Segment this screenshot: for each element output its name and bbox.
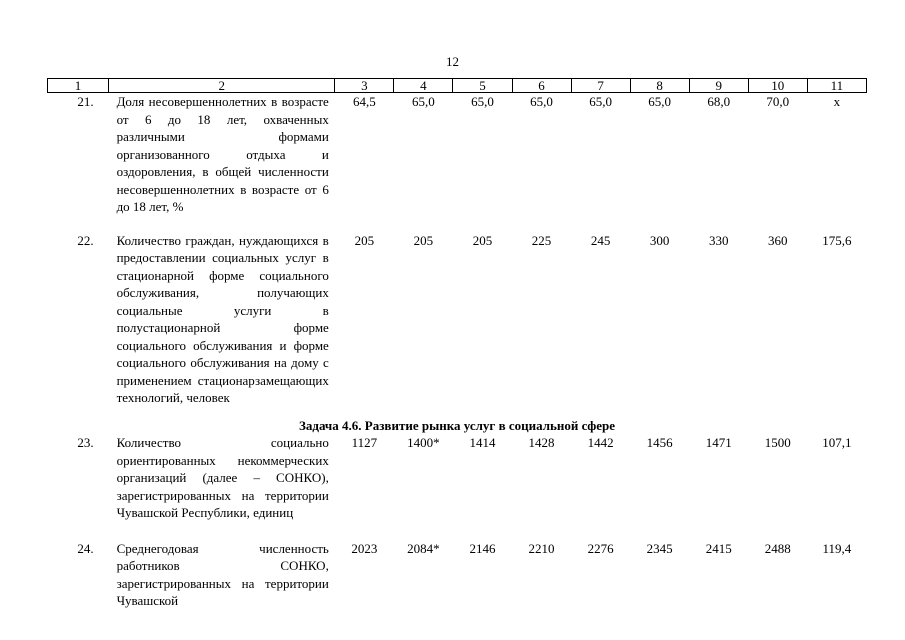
row-description: Количество социально ориентированных некоммерческих организаций (далее – СОНКО), зарегистрированных на территории Чувашской Республики, единиц <box>116 435 329 520</box>
row-value: 2415 <box>705 540 732 556</box>
row-value: 1442 <box>587 435 614 450</box>
row-description: Доля несовершеннолетних в возрасте от 6 до 18 лет, охваченных различными формами организованного отдыха и оздоровления, в общей численности несовершеннолетних в возрасте от 6 до 18 лет, % <box>116 94 329 214</box>
row-value: 330 <box>708 232 729 248</box>
page-number: 12 <box>446 54 459 69</box>
row-value: 1456 <box>646 435 673 450</box>
header-cell: 6 <box>512 79 571 93</box>
row-value: 2146 <box>469 540 496 556</box>
row-value: 107,1 <box>822 435 852 450</box>
row-value: 65,0 <box>648 94 672 109</box>
header-cell: 9 <box>689 79 748 93</box>
row-description: Среднегодовая численность работников СОНКО, зарегистрированных на территории Чувашской <box>116 540 329 608</box>
header-cell: 2 <box>109 79 335 93</box>
header-cell: 5 <box>453 79 512 93</box>
table-row <box>48 93 867 216</box>
row-spacer <box>48 522 867 540</box>
table-header-row <box>48 79 867 93</box>
row-value: 70,0 <box>766 94 790 109</box>
row-value: 245 <box>590 232 611 248</box>
row-value: 1428 <box>528 435 555 450</box>
row-value: 65,0 <box>412 94 435 109</box>
indicator-table <box>47 78 867 610</box>
row-number: 21. <box>77 94 94 109</box>
header-cell: 10 <box>748 79 807 93</box>
row-value: 64,5 <box>352 94 376 109</box>
row-value: 360 <box>768 232 788 248</box>
row-value: 225 <box>531 232 552 248</box>
task-heading-row <box>48 417 867 435</box>
row-value: 1414 <box>469 435 496 450</box>
row-value: 300 <box>649 232 670 248</box>
row-description: Количество граждан, нуждающихся в предоставлении социальных услуг в стационарной форме социального обслуживания, получающих социальные услуги в полустационарной форме социального обслуживания и форме социального обслуживания на дому с применением стационарзамещающих технологий, человек <box>116 232 329 405</box>
row-value: 2488 <box>764 540 791 556</box>
row-value: 68,0 <box>707 94 731 109</box>
row-value: 119,4 <box>822 540 852 556</box>
row-value: 205 <box>472 232 493 248</box>
row-value: 2084* <box>407 540 440 556</box>
header-cell: 7 <box>571 79 630 93</box>
row-value: 1400* <box>407 435 440 450</box>
row-value: 1471 <box>705 435 732 450</box>
row-value: 2023 <box>351 540 378 556</box>
row-value: 2276 <box>587 540 614 556</box>
header-cell: 1 <box>48 79 109 93</box>
task-heading: Задача 4.6. Развитие рынка услуг в социальной сфере <box>299 417 615 433</box>
header-cell: 3 <box>335 79 394 93</box>
row-spacer <box>48 407 867 417</box>
header-cell: 11 <box>807 79 866 93</box>
row-number: 22. <box>77 232 94 248</box>
row-value: 205 <box>413 232 434 248</box>
row-value: 2210 <box>528 540 555 556</box>
row-value: 65,0 <box>530 94 553 109</box>
table-row <box>48 540 867 610</box>
row-value: 2345 <box>646 540 673 556</box>
row-number: 23. <box>77 435 94 450</box>
row-value: 205 <box>354 232 375 248</box>
row-number: 24. <box>77 540 94 556</box>
row-value: х <box>833 94 841 109</box>
row-value: 1500 <box>764 435 791 450</box>
row-value: 175,6 <box>822 232 852 248</box>
row-value: 1127 <box>351 435 378 450</box>
table-row <box>48 434 867 522</box>
header-cell: 4 <box>394 79 453 93</box>
table-row <box>48 232 867 407</box>
row-value: 65,0 <box>471 94 494 109</box>
row-spacer <box>48 216 867 232</box>
row-value: 65,0 <box>589 94 612 109</box>
header-cell: 8 <box>630 79 689 93</box>
